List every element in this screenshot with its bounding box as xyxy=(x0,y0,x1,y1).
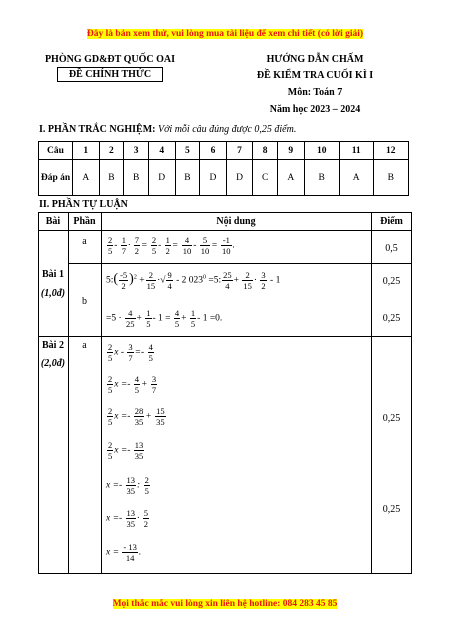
header-phan: Phần xyxy=(73,216,96,227)
row-divider xyxy=(38,230,412,231)
bai2-step-7: x = $\frac{- 13}{14}$ . xyxy=(106,542,142,563)
col-divider xyxy=(68,212,69,574)
hotline-banner-text: Mọi thắc mắc vui lòng xin liên hệ hotline: 084 283 45 85 xyxy=(112,599,338,609)
row-divider xyxy=(68,263,412,264)
subject-label: Môn: Toán 7 xyxy=(287,87,343,98)
answer-cell: A xyxy=(73,160,100,196)
bai1-score-b1: 0,25 xyxy=(382,276,401,287)
header-bai: Bài xyxy=(45,216,61,227)
question-number: 2 xyxy=(99,142,124,160)
answer-cell: D xyxy=(148,160,175,196)
question-number: 5 xyxy=(175,142,200,160)
answer-cell: B xyxy=(99,160,124,196)
bai1b-expression-2: =5 · $\frac{4}{25}$ + $\frac{1}{5}$ - 1 = $\frac{4}{5}$ + $\frac{1}{5}$ - 1 =0. xyxy=(106,308,223,329)
question-number: 9 xyxy=(278,142,305,160)
question-number: 8 xyxy=(253,142,278,160)
essay-table xyxy=(38,212,412,574)
answer-cell: B xyxy=(373,160,409,196)
bai2-part-a: a xyxy=(82,340,87,351)
bai2-step-1: $\frac{2}{5}$ x - $\frac{3}{7}$ =- $\frac{4}{5}$ xyxy=(108,342,153,363)
bai1-part-a: a xyxy=(82,236,87,247)
bai2-step-5: x =- $\frac{13}{35}$ : $\frac{2}{5}$ xyxy=(106,475,149,496)
bai2-step-6: x =- $\frac{13}{35}$ · $\frac{5}{2}$ xyxy=(106,508,149,529)
section1-title: I. PHẦN TRẮC NGHIỆM: xyxy=(39,124,156,135)
question-number: 7 xyxy=(226,142,253,160)
col-divider xyxy=(101,212,102,574)
bai2-label: Bài 2 xyxy=(42,340,64,351)
bai1-score-a: 0,5 xyxy=(385,243,398,254)
question-number: 12 xyxy=(373,142,409,160)
preview-banner-text: Đây là bản xem thử, vui lòng mua tài liệu để xem chi tiết (có lời giải) xyxy=(86,29,364,39)
bai1-label: Bài 1 xyxy=(42,269,64,280)
question-number: 4 xyxy=(148,142,175,160)
bai1-points: (1,0đ) xyxy=(40,288,66,299)
section1-note: Với mỗi câu đúng được 0,25 điểm. xyxy=(157,124,297,135)
answer-cell: B xyxy=(124,160,149,196)
bai1-part-b: b xyxy=(82,296,87,307)
section2-title: II. PHẦN TỰ LUẬN xyxy=(39,199,128,210)
bai2-step-3: $\frac{2}{5}$ x =- $\frac{28}{35}$ + $\frac{15}{35}$ xyxy=(108,406,165,427)
question-number: 10 xyxy=(304,142,339,160)
row-divider xyxy=(38,336,412,337)
answer-cell: A xyxy=(339,160,373,196)
answer-cell: D xyxy=(200,160,227,196)
bai1a-expression: $\frac{2}{5}$ - $\frac{1}{7}$ · $\frac{7}{2}$ = $\frac{2}{5}$ - $\frac{1}{2}$ = $\frac{4}{10}$ - $\frac{5}{10}$ = $\frac{-1}{10}$ . xyxy=(108,235,235,256)
preview-banner xyxy=(0,29,450,39)
answer-cell: B xyxy=(175,160,200,196)
bai2-step-4: $\frac{2}{5}$ x =- $\frac{13}{35}$ xyxy=(108,440,144,461)
answer-row xyxy=(39,160,409,196)
col-divider xyxy=(371,212,372,574)
bai2-score-2: 0,25 xyxy=(382,504,401,515)
exam-title: ĐỀ KIỂM TRA CUỐI KÌ I xyxy=(256,70,374,81)
bai2-points: (2,0đ) xyxy=(40,358,66,369)
answer-cell: A xyxy=(278,160,305,196)
answer-row-label: Đáp án xyxy=(39,160,73,196)
answer-cell: C xyxy=(253,160,278,196)
question-number: 1 xyxy=(73,142,100,160)
guide-title: HƯỚNG DẪN CHẤM xyxy=(266,54,364,65)
section1-heading xyxy=(39,124,296,135)
header-noidung: Nội dung xyxy=(216,216,256,227)
bai1-score-b2: 0,25 xyxy=(382,313,401,324)
question-number: 3 xyxy=(124,142,149,160)
question-row xyxy=(39,142,409,160)
bai2-step-2: $\frac{2}{5}$ x =- $\frac{4}{5}$ + $\frac{3}{7}$ xyxy=(108,374,157,395)
answer-cell: B xyxy=(304,160,339,196)
department-name: PHÒNG GD&ĐT QUỐC OAI xyxy=(44,54,176,65)
official-exam-label: ĐỀ CHÍNH THỨC xyxy=(57,67,163,82)
school-year: Năm học 2023 – 2024 xyxy=(269,104,361,115)
answer-key-table xyxy=(38,141,409,196)
question-row-label: Câu xyxy=(39,142,73,160)
question-number: 11 xyxy=(339,142,373,160)
answer-cell: D xyxy=(226,160,253,196)
hotline-banner xyxy=(0,599,450,609)
bai2-score-1: 0,25 xyxy=(382,413,401,424)
question-number: 6 xyxy=(200,142,227,160)
bai1b-expression-1: 5:( $\frac{-5}{2}$ )$^2$ + $\frac{2}{15}$ ·√ $\frac{9}{4}$ - 2 $023^0 =5$: $\frac{25}{4}$ + $\frac{2}{15}$ · $\frac{3}{2}$ - 1 xyxy=(106,270,281,291)
header-diem: Điểm xyxy=(380,216,403,227)
